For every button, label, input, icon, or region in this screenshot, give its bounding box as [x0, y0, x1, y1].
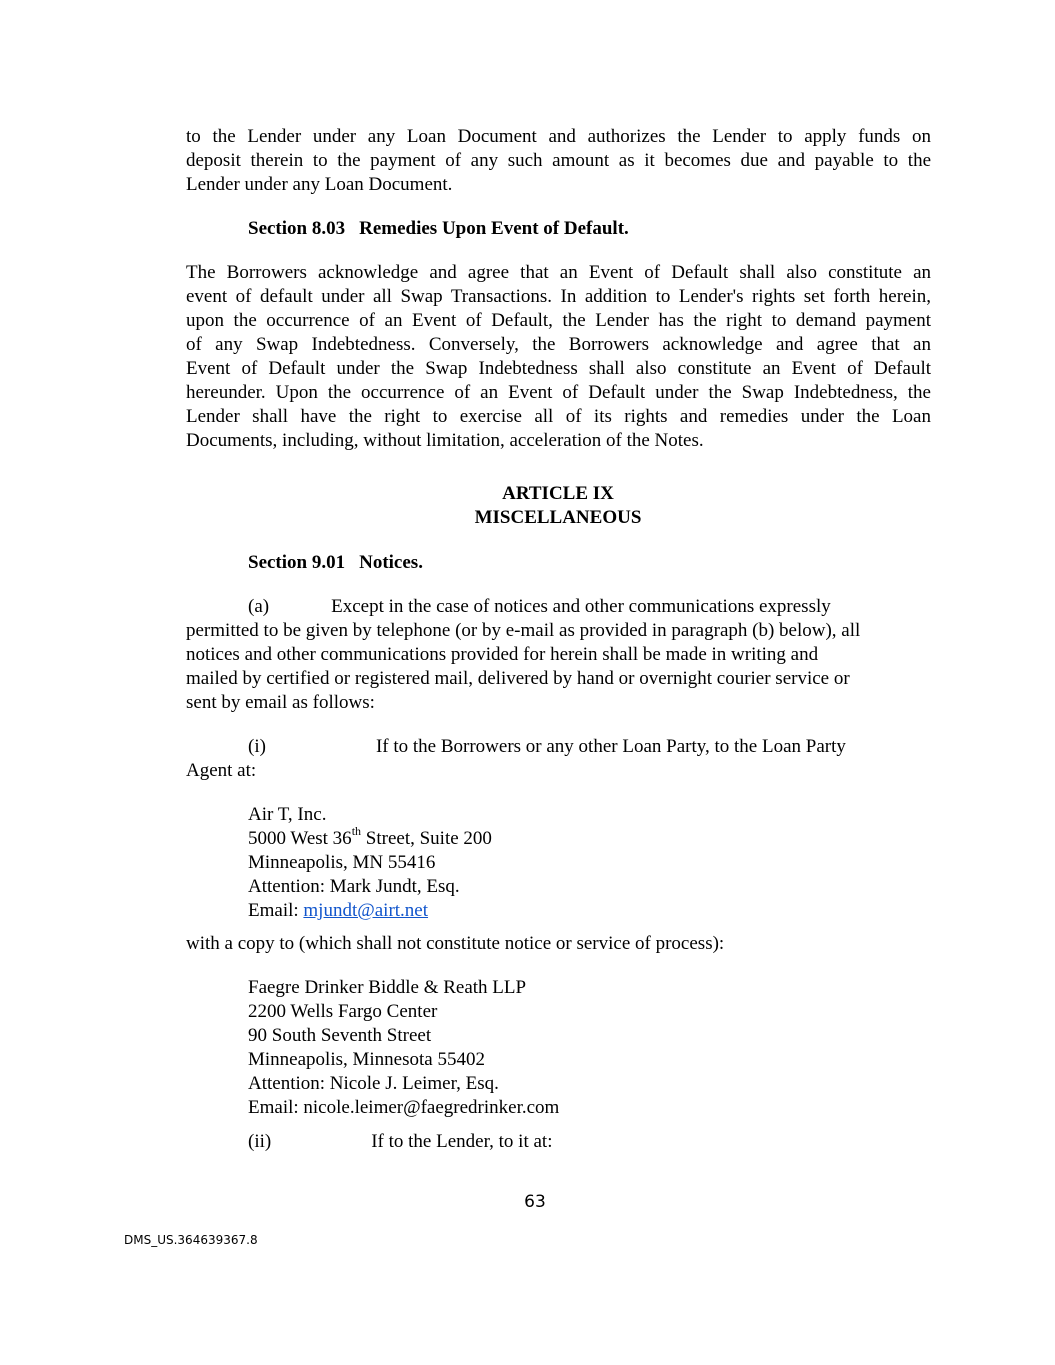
- article-title: MISCELLANEOUS: [474, 507, 642, 528]
- copy-address-block: [248, 976, 559, 1120]
- paragraph-line: Lender under any Loan Document.: [186, 174, 453, 195]
- copy-to-line: with a copy to (which shall not constitute notice or service of process):: [186, 933, 725, 954]
- address-city: Minneapolis, Minnesota 55402: [248, 1049, 485, 1070]
- page-number: 63: [524, 1192, 546, 1212]
- section-number: Section 8.03: [248, 218, 346, 239]
- item-ii-text: If to the Lender, to it at:: [371, 1131, 553, 1152]
- paragraph-line: event of default under all Swap Transactions. In addition to Lender's rights set forth herein,: [186, 286, 931, 307]
- paragraph-line: notices and other communications provided for herein shall be made in writing and: [186, 644, 819, 665]
- article-number: ARTICLE IX: [502, 483, 614, 504]
- continuation-paragraph: [186, 125, 931, 197]
- address-email-line: [248, 899, 492, 923]
- paragraph-line: deposit therein to the payment of any such amount as it becomes due and payable to the: [186, 150, 931, 171]
- address-name: Air T, Inc.: [248, 804, 327, 825]
- section-title: Remedies Upon Event of Default.: [359, 218, 629, 239]
- paragraph-line: of any Swap Indebtedness. Conversely, the Borrowers acknowledge and agree that an: [186, 334, 931, 355]
- email-label: Email:: [248, 900, 304, 921]
- address-name: Faegre Drinker Biddle & Reath LLP: [248, 977, 527, 998]
- borrower-address-block: [248, 803, 492, 923]
- paragraph-line: hereunder. Upon the occurrence of an Event of Default under the Swap Indebtedness, the: [186, 382, 931, 403]
- item-i-continuation: Agent at:: [186, 760, 257, 781]
- address-attention: Attention: Mark Jundt, Esq.: [248, 876, 460, 897]
- item-i-text: If to the Borrowers or any other Loan Party, to the Loan Party: [375, 736, 846, 757]
- paragraph-line: Lender shall have the right to exercise all of its rights and remedies under the Loan: [186, 406, 931, 427]
- section-heading-9-01: [248, 551, 423, 575]
- section-heading-8-03: [248, 217, 629, 241]
- ordinal-suffix: th: [351, 823, 362, 838]
- document-id: DMS_US.364639367.8: [124, 1233, 258, 1247]
- address-attention: Attention: Nicole J. Leimer, Esq.: [248, 1073, 499, 1094]
- paragraph-line: permitted to be given by telephone (or by e-mail as provided in paragraph (b) below), all: [186, 620, 861, 641]
- item-ii-label: (ii): [248, 1131, 272, 1152]
- address-line: 2200 Wells Fargo Center: [248, 1001, 438, 1022]
- paragraph-line: The Borrowers acknowledge and agree that an Event of Default shall also constitute an: [186, 262, 931, 283]
- address-street: [248, 823, 492, 851]
- item-i-first-line: [248, 735, 846, 759]
- item-ii-line: [248, 1130, 552, 1154]
- item-i-label: (i): [248, 736, 266, 757]
- paragraph-a-first-line: [248, 595, 831, 619]
- paragraph-line: upon the occurrence of an Event of Default, the Lender has the right to demand payment: [186, 310, 931, 331]
- paragraph-line: sent by email as follows:: [186, 692, 375, 713]
- paragraph-line: mailed by certified or registered mail, delivered by hand or overnight courier service or: [186, 668, 850, 689]
- section-8-03-body: [186, 261, 931, 453]
- section-title: Notices.: [359, 552, 423, 573]
- paragraph-line: Except in the case of notices and other communications expressly: [331, 596, 831, 617]
- paragraph-line: to the Lender under any Loan Document and authorizes the Lender to apply funds on: [186, 126, 931, 147]
- paragraph-a-label: (a): [248, 596, 270, 617]
- section-number: Section 9.01: [248, 552, 346, 573]
- paragraph-line: Event of Default under the Swap Indebtedness shall also constitute an Event of Default: [186, 358, 931, 379]
- address-email: Email: nicole.leimer@faegredrinker.com: [248, 1097, 560, 1118]
- email-link[interactable]: mjundt@airt.net: [303, 900, 429, 921]
- address-street-number: 5000 West 36: [248, 828, 352, 849]
- address-street-rest: Street, Suite 200: [361, 828, 492, 849]
- address-line: 90 South Seventh Street: [248, 1025, 432, 1046]
- address-city: Minneapolis, MN 55416: [248, 852, 436, 873]
- paragraph-line: Documents, including, without limitation, acceleration of the Notes.: [186, 430, 704, 451]
